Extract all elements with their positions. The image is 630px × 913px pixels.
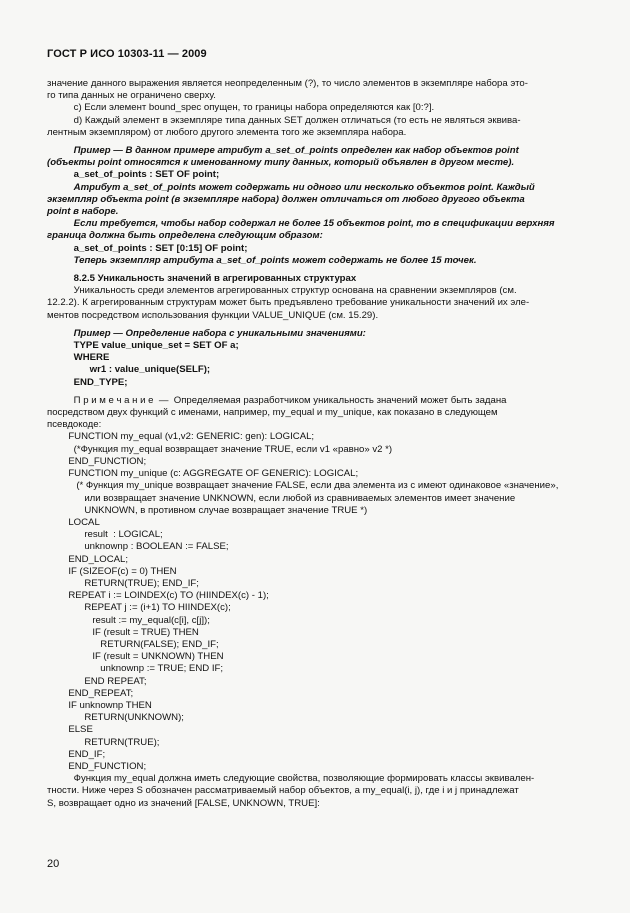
example-line: Если требуется, чтобы набор содержал не более 15 объектов point, то в спецификации верхняя	[47, 218, 555, 230]
text-line: значение данного выражения является неопределенным (?), то число элементов в экземпляре набора это-	[47, 78, 528, 89]
example-line: экземпляр объекта point (в экземпляре набора) должен отличаться от любого другого объекта	[47, 193, 525, 205]
code-line: RETURN(FALSE); END_IF;	[47, 638, 219, 650]
example-line: point в наборе.	[47, 206, 119, 218]
code-line: ELSE	[47, 724, 93, 736]
text-line: тности. Ниже через S обозначен рассматриваемый набор объектов, а my_equal(i, j), где i и j принадлежат	[47, 785, 519, 797]
text-line: Функция my_equal должна иметь следующие свойства, позволяющие формировать классы эквивален-	[47, 773, 535, 785]
code-line: (*Функция my_equal возвращает значение TRUE, если v1 «равно» v2 *)	[47, 443, 393, 455]
text-line: c) Если элемент bound_spec опущен, то границы набора определяются как [0:?].	[47, 102, 435, 114]
text-line: S, возвращает одно из значений [FALSE, UNKNOWN, TRUE]:	[47, 797, 320, 809]
code-line: IF (result = TRUE) THEN	[47, 626, 199, 638]
code-line: END REPEAT;	[47, 675, 147, 687]
code-line: IF (result = UNKNOWN) THEN	[47, 651, 224, 663]
code-line: UNKNOWN, в противном случае возвращает значение TRUE *)	[47, 504, 368, 516]
code-line: END_LOCAL;	[47, 553, 129, 565]
example-line: (объекты point относятся к именованному типу данных, который объявлен в другом месте).	[47, 157, 515, 169]
code-line: REPEAT i := LOINDEX(c) TO (HIINDEX(c) - 1);	[47, 590, 269, 602]
code-line: или возвращает значение UNKNOWN, если любой из сравниваемых элементов имеет значение	[47, 492, 516, 504]
page-header: ГОСТ Р ИСО 10303-11 — 2009	[47, 48, 207, 60]
code-line: END_REPEAT;	[47, 687, 134, 699]
example-line: Атрибут a_set_of_points может содержать ни одного или несколько объектов point. Каждый	[47, 181, 535, 193]
code-line: FUNCTION my_equal (v1,v2: GENERIC: gen): LOGICAL;	[47, 431, 315, 443]
code-line: RETURN(UNKNOWN);	[47, 712, 184, 724]
note-line: псевдокоде:	[47, 419, 102, 431]
code-line: IF (SIZEOF(c) = 0) THEN	[47, 565, 177, 577]
code-line: (* Функция my_unique возвращает значение FALSE, если два элемента из c имеют одинаковое «значение»,	[47, 480, 559, 492]
code-line: a_set_of_points : SET [0:15] OF point;	[47, 242, 248, 254]
section-heading: 8.2.5 Уникальность значений в агрегированных структурах	[47, 273, 357, 285]
code-line: a_set_of_points : SET OF point;	[47, 169, 220, 181]
code-line: END_TYPE;	[47, 376, 128, 388]
code-line: result : LOGICAL;	[47, 529, 163, 541]
code-line: END_IF;	[47, 748, 106, 760]
text-line: го типа данных не ограничено сверху.	[47, 90, 216, 102]
text-line: ментов посредством использования функции VALUE_UNIQUE (см. 15.29).	[47, 309, 379, 321]
code-line: END_FUNCTION;	[47, 760, 147, 772]
code-line: unknownp : BOOLEAN := FALSE;	[47, 541, 229, 553]
text-line: лентным экземпляром) от любого другого элемента того же экземпляра набора.	[47, 126, 407, 138]
code-line: result := my_equal(c[i], c[j]);	[47, 614, 210, 626]
text-line: 12.2.2). К агрегированным структурам может быть предъявлено требование уникальности значений их эле-	[47, 297, 530, 309]
note-line: посредством двух функций с именами, например, my_equal и my_unique, как показано в следующем	[47, 407, 498, 419]
code-line: LOCAL	[47, 516, 100, 528]
code-line: RETURN(TRUE);	[47, 736, 160, 748]
text-line: Уникальность среди элементов агрегированных структур основана на сравнении экземпляров (см.	[47, 285, 517, 297]
text-line: d) Каждый элемент в экземпляре типа данных SET должен отличаться (то есть не являться эквива-	[47, 114, 521, 126]
code-line: unknownp := TRUE; END IF;	[47, 663, 224, 675]
example-line: Пример — В данном примере атрибут a_set_of_points определен как набор объектов point	[47, 145, 519, 157]
code-line: WHERE	[47, 352, 110, 364]
code-line: FUNCTION my_unique (c: AGGREGATE OF GENERIC): LOGICAL;	[47, 468, 359, 480]
code-line: REPEAT j := (i+1) TO HIINDEX(c);	[47, 602, 231, 614]
page-number: 20	[47, 858, 60, 870]
example-line: Пример — Определение набора с уникальными значениями:	[47, 327, 366, 339]
example-line: Теперь экземпляр атрибута a_set_of_points может содержать не более 15 точек.	[47, 254, 477, 266]
code-line: wr1 : value_unique(SELF);	[47, 364, 211, 376]
page-body	[47, 78, 583, 810]
code-line: END_FUNCTION;	[47, 455, 147, 467]
example-line: граница должна быть определена следующим образом:	[47, 230, 323, 242]
code-line: TYPE value_unique_set = SET OF a;	[47, 340, 239, 352]
code-line: IF unknownp THEN	[47, 699, 152, 711]
code-line: RETURN(TRUE); END_IF;	[47, 577, 199, 589]
note-line: П р и м е ч а н и е — Определяемая разработчиком уникальность значений может быть задана	[47, 394, 507, 406]
